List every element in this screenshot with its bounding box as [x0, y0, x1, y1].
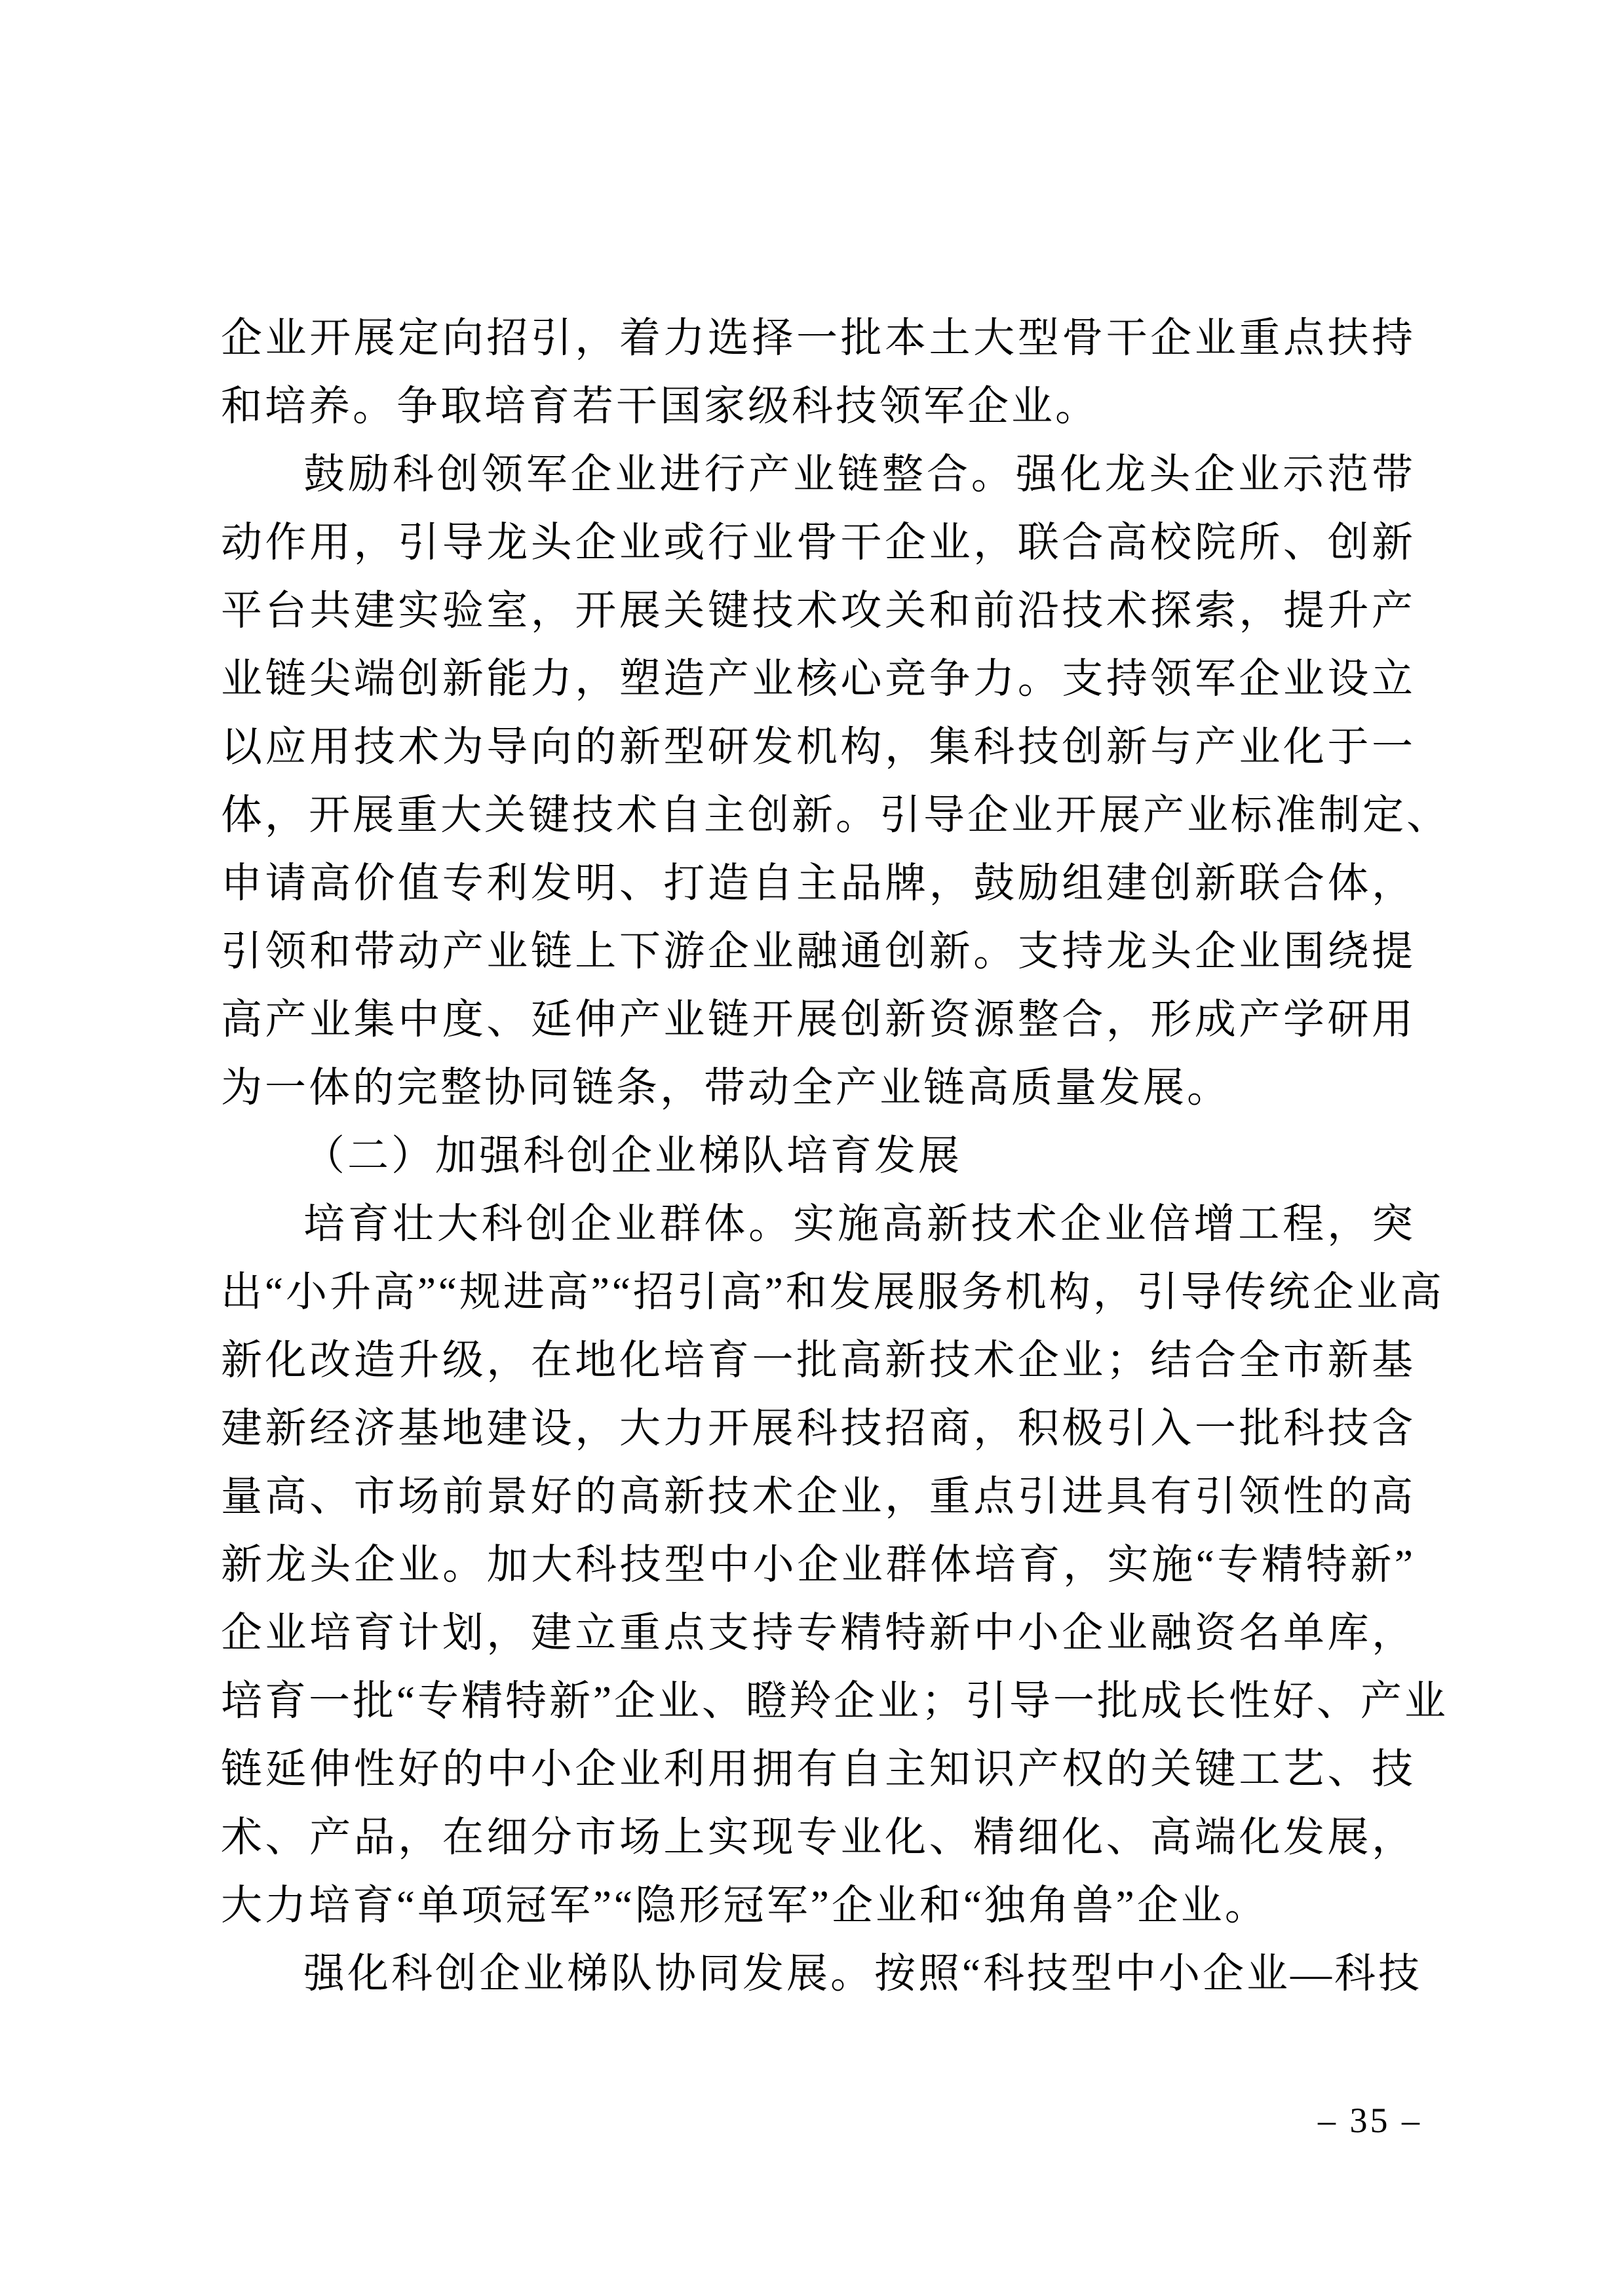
text-line: 高产业集中度、延伸产业链开展创新资源整合，形成产学研用 [221, 997, 1416, 1043]
text-line: 为一体的完整协同链条，带动全产业链高质量发展。 [221, 1065, 1231, 1111]
text-line: 新龙头企业。加大科技型中小企业群体培育，实施“专精特新” [221, 1542, 1416, 1588]
text-line: 培育一批“专精特新”企业、瞪羚企业；引导一批成长性好、产业 [221, 1678, 1448, 1724]
text-line: 强化科创企业梯队协同发展。按照“科技型中小企业—科技 [303, 1951, 1422, 1997]
text-line: 术、产品，在细分市场上实现专业化、精细化、高端化发展， [221, 1814, 1416, 1860]
text-line: 平台共建实验室，开展关键技术攻关和前沿技术探索，提升产 [221, 588, 1416, 634]
text-line: 企业开展定向招引，着力选择一批本土大型骨干企业重点扶持 [221, 315, 1416, 361]
text-line: 业链尖端创新能力，塑造产业核心竞争力。支持领军企业设立 [221, 656, 1416, 702]
text-line: 培育壮大科创企业群体。实施高新技术企业倍增工程，突 [303, 1201, 1416, 1247]
section-heading: （二）加强科创企业梯队培育发展 [303, 1133, 962, 1179]
text-line: 出“小升高”“规进高”“招引高”和发展服务机构，引导传统企业高 [221, 1269, 1444, 1315]
text-line: 引领和带动产业链上下游企业融通创新。支持龙头企业围绕提 [221, 928, 1416, 974]
page-number: – 35 – [1318, 2101, 1422, 2140]
text-line: 量高、市场前景好的高新技术企业，重点引进具有引领性的高 [221, 1474, 1416, 1520]
text-line: 链延伸性好的中小企业利用拥有自主知识产权的关键工艺、技 [221, 1746, 1416, 1792]
text-line: 企业培育计划，建立重点支持专精特新中小企业融资名单库， [221, 1610, 1416, 1656]
text-line: 体，开展重大关键技术自主创新。引导企业开展产业标准制定、 [221, 792, 1450, 838]
text-line: 动作用，引导龙头企业或行业骨干企业，联合高校院所、创新 [221, 520, 1416, 565]
document-body [221, 304, 1450, 2008]
text-line: 以应用技术为导向的新型研发机构，集科技创新与产业化于一 [221, 724, 1416, 770]
text-line: 和培养。争取培育若干国家级科技领军企业。 [221, 383, 1099, 429]
text-line: 申请高价值专利发明、打造自主品牌，鼓励组建创新联合体， [221, 860, 1416, 906]
text-line: 大力培育“单项冠军”“隐形冠军”企业和“独角兽”企业。 [221, 1883, 1269, 1928]
text-line: 建新经济基地建设，大力开展科技招商，积极引入一批科技含 [221, 1406, 1416, 1451]
text-line: 鼓励科创领军企业进行产业链整合。强化龙头企业示范带 [303, 451, 1416, 497]
text-line: 新化改造升级，在地化培育一批高新技术企业；结合全市新基 [221, 1337, 1416, 1383]
